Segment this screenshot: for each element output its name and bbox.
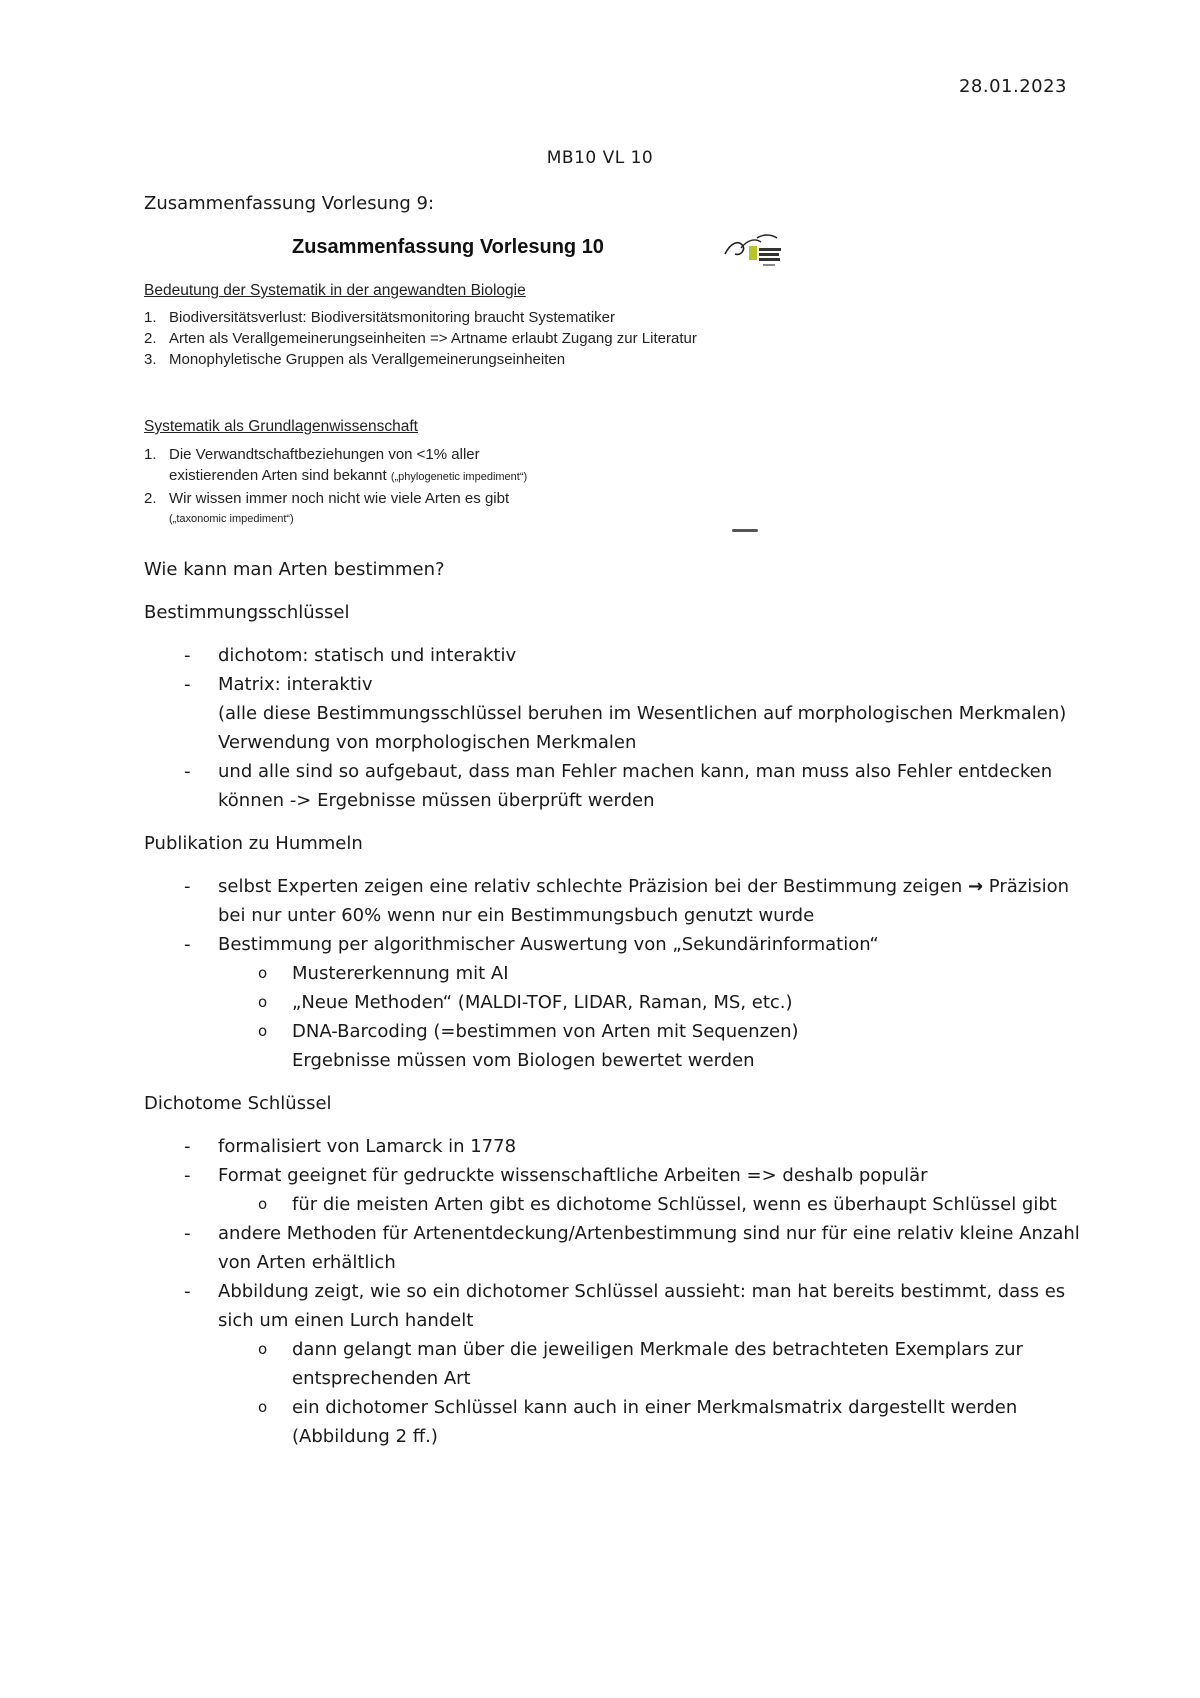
list-item: - formalisiert von Lamarck in 1778 — [144, 1132, 1084, 1161]
slide-section-heading: Systematik als Grundlagenwissenschaft — [144, 418, 418, 435]
document-date: 28.01.2023 — [958, 76, 1067, 97]
slide-list-item: 2. Wir wissen immer noch nicht wie viele Arten es gibt („taxonomic impediment“) — [144, 490, 510, 525]
sub-list-item: o für die meisten Arten gibt es dichotome Schlüssel, wenn es überhaupt Schlüssel gibt — [144, 1190, 1084, 1219]
list-item: - Bestimmung per algorithmischer Auswertung von „Sekundärinformation“ o Mustererkennung mit AI o „Neue Methoden“ (MALDI-TOF, LIDAR, Raman, MS, etc.) o DNA-Barcoding (=bestimmen von Arten mit Sequenzen) Ergebnisse müssen vom Biologen bewertet werden — [144, 930, 1084, 1075]
sub-list — [218, 1190, 1084, 1219]
slide-list-item: 2. Arten als Verallgemeinerungseinheiten => Artname erlaubt Zugang zur Literatur — [144, 330, 697, 347]
slide-decoration — [732, 529, 758, 532]
list-item-note: (alle diese Bestimmungsschlüssel beruhen im Wesentlichen auf morphologischen Merkmalen) — [218, 703, 1067, 724]
arrow-right-icon: → — [967, 876, 984, 897]
sub-list-item: o „Neue Methoden“ (MALDI-TOF, LIDAR, Raman, MS, etc.) — [144, 988, 1084, 1017]
list-item: - und alle sind so aufgebaut, dass man Fehler machen kann, man muss also Fehler entdecken können -> Ergebnisse müssen überprüft werden — [144, 757, 1084, 815]
list-item: - selbst Experten zeigen eine relativ schlechte Präzision bei der Bestimmung zeigen → Präzision bei nur unter 60% wenn nur ein Bestimmungsbuch genutzt wurde — [144, 872, 1084, 930]
slide-list — [144, 444, 527, 530]
list-item: - Abbildung zeigt, wie so ein dichotomer Schlüssel aussieht: man hat bereits bestimmt, dass es sich um einen Lurch handelt o dann gelangt man über die jeweiligen Merkmale des betrachteten Exemplars zur entsprechenden Art o ein dichotomer Schlüssel kann auch in einer Merkmalsmatrix dargestellt werden (Abbildung 2 ff.) — [144, 1277, 1084, 1451]
list-item: - Matrix: interaktiv (alle diese Bestimmungsschlüssel beruhen im Wesentlichen auf morphologischen Merkmalen) Verwendung von morphologischen Merkmalen — [144, 670, 1084, 757]
slide-list-item: 3. Monophyletische Gruppen als Verallgemeinerungseinheiten — [144, 351, 566, 368]
slide-title: Zusammenfassung Vorlesung 10 — [292, 236, 604, 258]
slide-list-item: 1. Biodiversitätsverlust: Biodiversitätsmonitoring braucht Systematiker — [144, 309, 616, 326]
list-item: - Format geeignet für gedruckte wissenschaftliche Arbeiten => deshalb populär o für die meisten Arten gibt es dichotome Schlüssel, wenn es überhaupt Schlüssel gibt — [144, 1161, 1084, 1219]
sub-list — [218, 1335, 1084, 1451]
list-item-note: Verwendung von morphologischen Merkmalen — [218, 732, 637, 753]
sub-list-item: o ein dichotomer Schlüssel kann auch in einer Merkmalsmatrix dargestellt werden (Abbildung 2 ff.) — [144, 1393, 1084, 1451]
slide-list-item: 1. Die Verwandtschaftbeziehungen von <1% aller existierenden Arten sind bekannt („phylogenetic impediment“) — [144, 446, 528, 484]
section-heading: Dichotome Schlüssel — [144, 1093, 332, 1114]
bullet-list — [144, 641, 1084, 815]
sub-list — [218, 959, 1084, 1075]
list-item-note: Ergebnisse müssen vom Biologen bewertet werden — [292, 1050, 755, 1071]
document-title: MB10 VL 10 — [546, 148, 654, 168]
section-heading: Bestimmungsschlüssel — [144, 602, 350, 623]
slide-list — [144, 307, 697, 370]
question-heading: Wie kann man Arten bestimmen? — [144, 559, 445, 580]
embedded-slide — [144, 228, 804, 538]
intro-line: Zusammenfassung Vorlesung 9: — [144, 193, 435, 214]
list-item: - andere Methoden für Artenentdeckung/Artenbestimmung sind nur für eine relativ kleine Anzahl von Arten erhältlich — [144, 1219, 1084, 1277]
bullet-list — [144, 872, 1084, 1075]
museum-logo-icon — [721, 232, 787, 270]
sub-list-item: o DNA-Barcoding (=bestimmen von Arten mit Sequenzen) Ergebnisse müssen vom Biologen bewertet werden — [144, 1017, 1084, 1075]
section-heading: Publikation zu Hummeln — [144, 833, 363, 854]
bullet-list — [144, 1132, 1084, 1451]
slide-section-heading: Bedeutung der Systematik in der angewandten Biologie — [144, 282, 526, 299]
document-body — [144, 555, 1084, 1465]
sub-list-item: o Mustererkennung mit AI — [144, 959, 1084, 988]
sub-list-item: o dann gelangt man über die jeweiligen Merkmale des betrachteten Exemplars zur entsprechenden Art — [144, 1335, 1084, 1393]
list-item: - dichotom: statisch und interaktiv — [144, 641, 1084, 670]
